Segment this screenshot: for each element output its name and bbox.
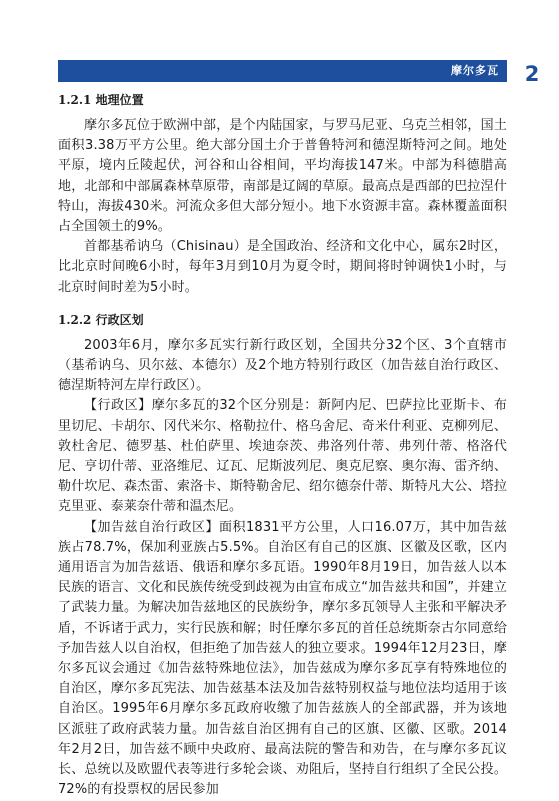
- header-bar: [58, 60, 507, 82]
- section-heading-geography: 1.2.1 地理位置: [58, 93, 144, 107]
- page-number: 2: [524, 62, 540, 86]
- chapter-title: 摩尔多瓦: [451, 64, 499, 77]
- page-content: [58, 90, 507, 801]
- paragraph: 【加告兹自治行政区】面积1831平方公里，人口16.07万，其中加告兹族占78.7%，保加利亚族占5.5%。自治区有自己的区旗、区徽及区歌，区内通用语言为加告兹语、俄语和摩尔多瓦语。1990年8月19日，加告兹人以本民族的语言、文化和民族传统受到歧视为由宣布成立“加告兹共和国”，并建立了武装力量。为解决加告兹地区的民族纷争，摩尔多瓦领导人主张和平解决矛盾，不诉诸于武力，实行民族和解；时任摩尔多瓦的首任总统斯奈古尔同意给予加告兹人以自治权，但拒绝了加告兹人的独立要求。1994年12月23日，摩尔多瓦议会通过《加告兹特殊地位法》，加告兹成为摩尔多瓦享有特殊地位的自治区，摩尔多瓦宪法、加告兹基本法及加告兹特别权益与地位法均适用于该自治区。1995年6月摩尔多瓦政府收缴了加告兹族人的全部武器，并为该地区派驻了政府武装力量。加告兹自治区拥有自己的区旗、区徽、区歌。2014年2月2日，加告兹不顾中央政府、最高法院的警告和劝告，在与摩尔多瓦议长、总统以及欧盟代表等进行多轮会谈、劝阻后，坚持自行组织了全民公投。72%的有投票权的居民参加: [58, 519, 507, 798]
- paragraph: 2003年6月，摩尔多瓦实行新行政区划，全国共分32个区、3个直辖市（基希讷乌、贝尔兹、本德尔）及2个地方特别行政区（加告兹自治行政区、德涅斯特河左岸行政区）。: [58, 337, 507, 394]
- page-header: [0, 0, 559, 90]
- section-heading-administrative-divisions: 1.2.2 行政区划: [58, 312, 144, 327]
- paragraph: 首都基希讷乌（Chisinau）是全国政治、经济和文化中心，属东2时区，比北京时间晚6小时，每年3月到10月为夏令时，期间将时钟调快1小时，与北京时间时差为5小时。: [58, 239, 507, 295]
- paragraph: 摩尔多瓦位于欧洲中部，是个内陆国家，与罗马尼亚、乌克兰相邻，国土面积3.38万平方公里。绝大部分国土介于普鲁特河和德涅斯特河之间。地处平原，境内丘陵起伏，河谷和山谷相间，平均海拔147米。中部为科德腊高地，北部和中部属森林草原带，南部是辽阔的草原。最高点是西部的巴拉涅什特山，海拔430米。河流众多但大部分短小。地下水资源丰富。森林覆盖面积占全国领土的9%。: [58, 118, 507, 235]
- paragraph: 【行政区】摩尔多瓦的32个区分别是：新阿内尼、巴萨拉比亚斯卡、布里切尼、卡胡尔、冈代米尔、格勒拉什、格乌舍尼、奇米什利亚、克柳列尼、敦杜舍尼、德罗基、杜伯萨里、埃迪奈茨、弗洛列什蒂、弗列什蒂、格洛代尼、亨切什蒂、亚洛维尼、辽瓦、尼斯波列尼、奥克尼察、奥尔海、雷齐纳、勒什坎尼、森杰雷、索洛卡、斯特勒舍尼、绍尔德奈什蒂、斯特凡大公、塔拉克里亚、泰莱奈什蒂和温杰尼。: [58, 398, 507, 515]
